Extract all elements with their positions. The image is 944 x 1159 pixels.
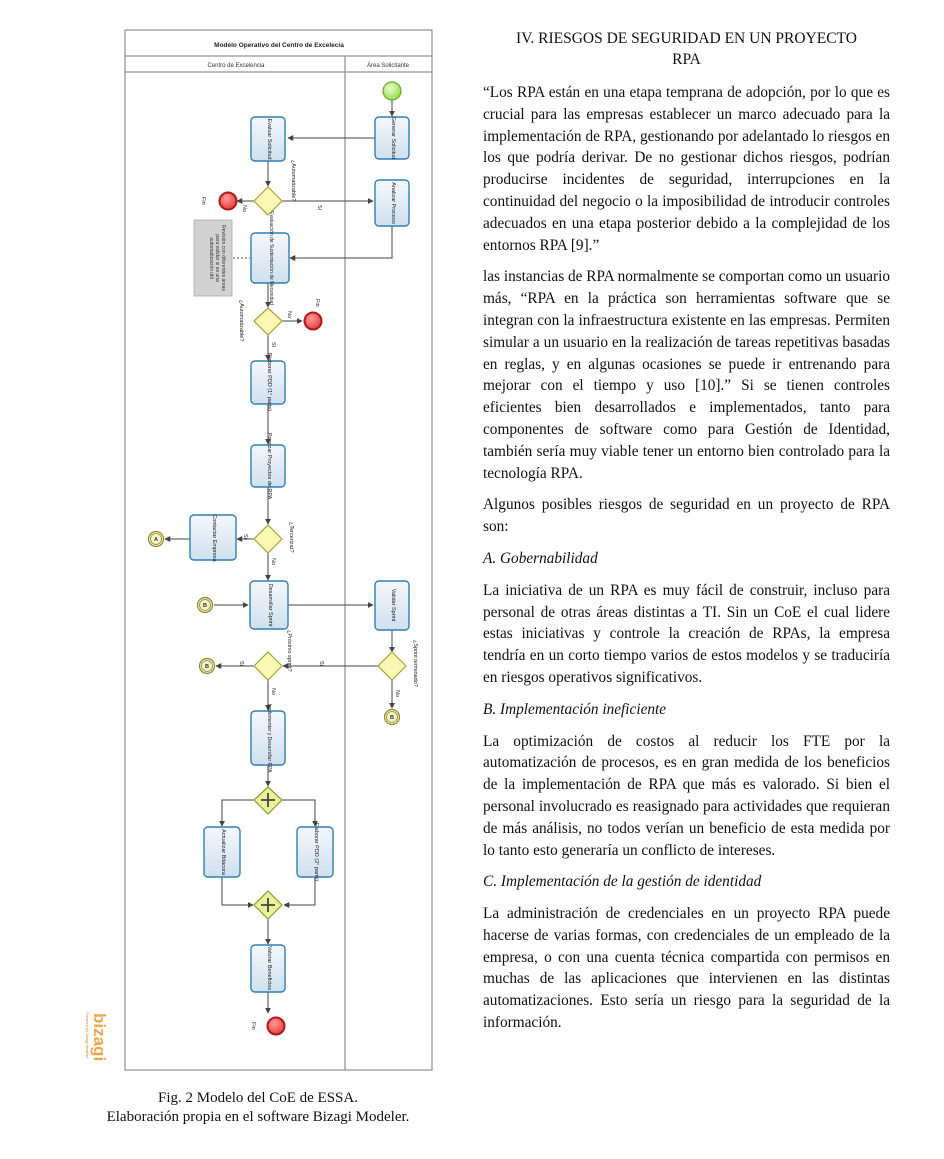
caption-line-1: Fig. 2 Modelo del CoE de ESSA. bbox=[157, 1090, 358, 1106]
gateway-label-tercerizar: ¿Tercerizar? bbox=[288, 522, 294, 553]
subheading-b: B. Implementación ineficiente bbox=[483, 700, 667, 718]
svg-text:B: B bbox=[390, 715, 394, 721]
link-event-b-catch bbox=[198, 598, 213, 613]
paragraph-3: Algunos posibles riesgos de seguridad en un proyecto de RPA son: bbox=[483, 496, 890, 536]
paragraph-5: La optimización de costos al reducir los FTE por la automatización de procesos, es en gran medida de los beneficios de la implementación de RPA que más es valorado. Si bien el personal involucrado es reasignado para actividades que requieran de más análisis, no todos verían un beneficio de esta medida por lo tanto esto generaría un conflicto de intereses. bbox=[483, 732, 890, 859]
gateway-label-automatizable-1: ¿Automatizable? bbox=[290, 160, 296, 202]
subheading-a: A. Gobernabilidad bbox=[483, 549, 598, 567]
link-event-a-throw bbox=[149, 532, 164, 547]
flow-label-no-1: No bbox=[241, 205, 247, 213]
svg-text:Desarrollar Sprint: Desarrollar Sprint bbox=[267, 583, 273, 627]
paragraph-1: “Los RPA están en una etapa temprana de adopción, por lo que es crucial para las empresas establecer un marco adecuado para la implementación de RPA, gestionando por adelantado lo riesgos en los que podría derivar. De no gestionar dichos riesgos, podrían producirse incidentes de seguridad, interrupciones en la continuidad del negocio o la imposibilidad de introducir controles adecuados en una etapa posterior debido a la complejidad de los entornos RPA [9].” bbox=[483, 84, 890, 254]
end-event-3 bbox=[268, 1018, 285, 1035]
paragraph-4: La iniciativa de un RPA es muy fácil de construir, incluso para personal de otras áreas distintas a TI. Sin un CoE el cual lidere estas iniciativas y controle la creación de RPAs, la empresa tendría en un corto tiempo varios de estos modelos y se traduciría en riesgos operativos significativos. bbox=[483, 581, 890, 686]
figure-caption bbox=[60, 1089, 456, 1127]
svg-text:Actualizar Bitácora: Actualizar Bitácora bbox=[220, 829, 226, 875]
gateway-label-sprint-terminado: ¿Sprint terminado? bbox=[412, 640, 418, 687]
section-body bbox=[483, 28, 890, 1044]
lane-label-area: Área Solicitante bbox=[366, 63, 410, 69]
flow-label-si-4: Sí bbox=[318, 661, 324, 667]
svg-text:Implementar y Desarrollar RPA: Implementar y Desarrollar RPA bbox=[266, 703, 272, 773]
flow-label-no-4: No bbox=[394, 690, 400, 698]
diagram-title: Modelo Operativo del Centro de Excelecia bbox=[214, 42, 344, 49]
svg-text:B: B bbox=[205, 664, 209, 670]
task-implementar-desarrollar bbox=[251, 704, 285, 773]
end-label-1: Fin bbox=[200, 197, 206, 205]
end-event-1 bbox=[220, 193, 237, 210]
svg-text:Validar Sprint: Validar Sprint bbox=[390, 588, 396, 622]
task-desarrollar-sprint bbox=[250, 581, 288, 629]
end-event-2 bbox=[305, 313, 322, 330]
task-validar-sprint bbox=[375, 581, 409, 630]
link-event-b-throw-2 bbox=[385, 710, 400, 725]
end-label-3: Fin bbox=[250, 1022, 256, 1030]
lane-label-coe: Centro de Excelencia bbox=[207, 63, 265, 69]
svg-text:Analizar Proceso: Analizar Proceso bbox=[390, 182, 396, 224]
flow-label-si-2: Sí bbox=[270, 342, 276, 348]
svg-text:Valorar Beneficios: Valorar Beneficios bbox=[266, 945, 272, 991]
annotation-note: Revisión con diferentes áreas para validar si es una automatización útil bbox=[194, 220, 232, 296]
svg-text:Evaluación de Sustentación de: Evaluación de Sustentación de Necesidad bbox=[268, 211, 274, 305]
svg-text:B: B bbox=[203, 603, 207, 609]
svg-text:Generar Solicitud: Generar Solicitud bbox=[390, 116, 396, 160]
task-actualizar-bitacora bbox=[204, 827, 240, 877]
task-evaluar-solicitud bbox=[251, 117, 285, 161]
task-elaborar-pdd-1 bbox=[251, 353, 285, 412]
gateway-label-automatizable-2: ¿Automatizable? bbox=[238, 300, 244, 342]
paragraph-6: La administración de credenciales en un proyecto RPA puede hacerse de varias formas, con credenciales de un empleado de la empresa, o con una cuenta técnica compartida con permisos en muchas de las aplicaciones que intervienen en las distintas automatizaciones. Esto sería un riesgo para la seguridad de la información. bbox=[483, 905, 890, 1032]
link-event-b-throw-1 bbox=[200, 659, 215, 674]
paragraph-2: las instancias de RPA normalmente se comportan como un usuario más, “RPA en la práctica son herramientas software que se integran con la infraestructura existente en las empresas. Permiten simular a un usuario en la realización de tareas repetitivas basadas en reglas, y en algunas ocasiones se puede ir entrenando para mejorar con el tiempo y uso [10].” Si se tienen controles eficientes bien desarrollados e implementados, tanto para componentes de software como para Gestión de Identidad, también sería muy viable tener un entorno bien controlado para la tecnología RPA. bbox=[483, 268, 890, 482]
task-contactar-empresa bbox=[190, 514, 236, 562]
end-label-2: Fin bbox=[314, 299, 320, 307]
subheading-c: C. Implementación de la gestión de identidad bbox=[483, 873, 762, 891]
svg-text:Contactar Empresa: Contactar Empresa bbox=[211, 514, 217, 562]
task-valorar-beneficios bbox=[251, 945, 285, 992]
flow-label-no-3: No bbox=[270, 558, 276, 566]
caption-line-2: Elaboración propia en el software Bizagi Modeler. bbox=[106, 1109, 410, 1125]
bizagi-logo bbox=[85, 1012, 109, 1061]
flow-label-no-5: No bbox=[270, 688, 276, 696]
gateway-label-proximo-sprint: ¿Próximo sprint? bbox=[286, 630, 292, 672]
section-heading-line-2: RPA bbox=[672, 51, 701, 68]
svg-text:Elaborar PDD (1° parte): Elaborar PDD (1° parte) bbox=[266, 352, 272, 412]
svg-text:bizagi: bizagi bbox=[90, 1013, 109, 1062]
flow-label-no-2: No bbox=[286, 311, 292, 319]
task-analizar-proceso bbox=[375, 180, 409, 226]
task-elaborar-pdd-2 bbox=[297, 823, 333, 882]
task-generar-solicitud bbox=[375, 117, 409, 160]
section-heading-line-1: IV. RIESGOS DE SEGURIDAD EN UN PROYECTO bbox=[516, 30, 857, 47]
start-event bbox=[383, 82, 401, 100]
svg-text:Priorizar Proyectos de RPA: Priorizar Proyectos de RPA bbox=[266, 432, 272, 500]
flow-label-si-3: Sí bbox=[242, 534, 248, 540]
svg-text:A: A bbox=[154, 537, 158, 543]
section-heading bbox=[483, 28, 890, 70]
flow-label-si-5: Sí bbox=[238, 661, 244, 667]
svg-text:Elaborar PDD (2° parte): Elaborar PDD (2° parte) bbox=[313, 822, 319, 882]
svg-text:Powered by Bizagi Modeler: Powered by Bizagi Modeler bbox=[85, 1012, 89, 1059]
flow-label-si-1: Sí bbox=[316, 205, 322, 211]
svg-text:Evaluar Solicitud: Evaluar Solicitud bbox=[266, 118, 272, 160]
